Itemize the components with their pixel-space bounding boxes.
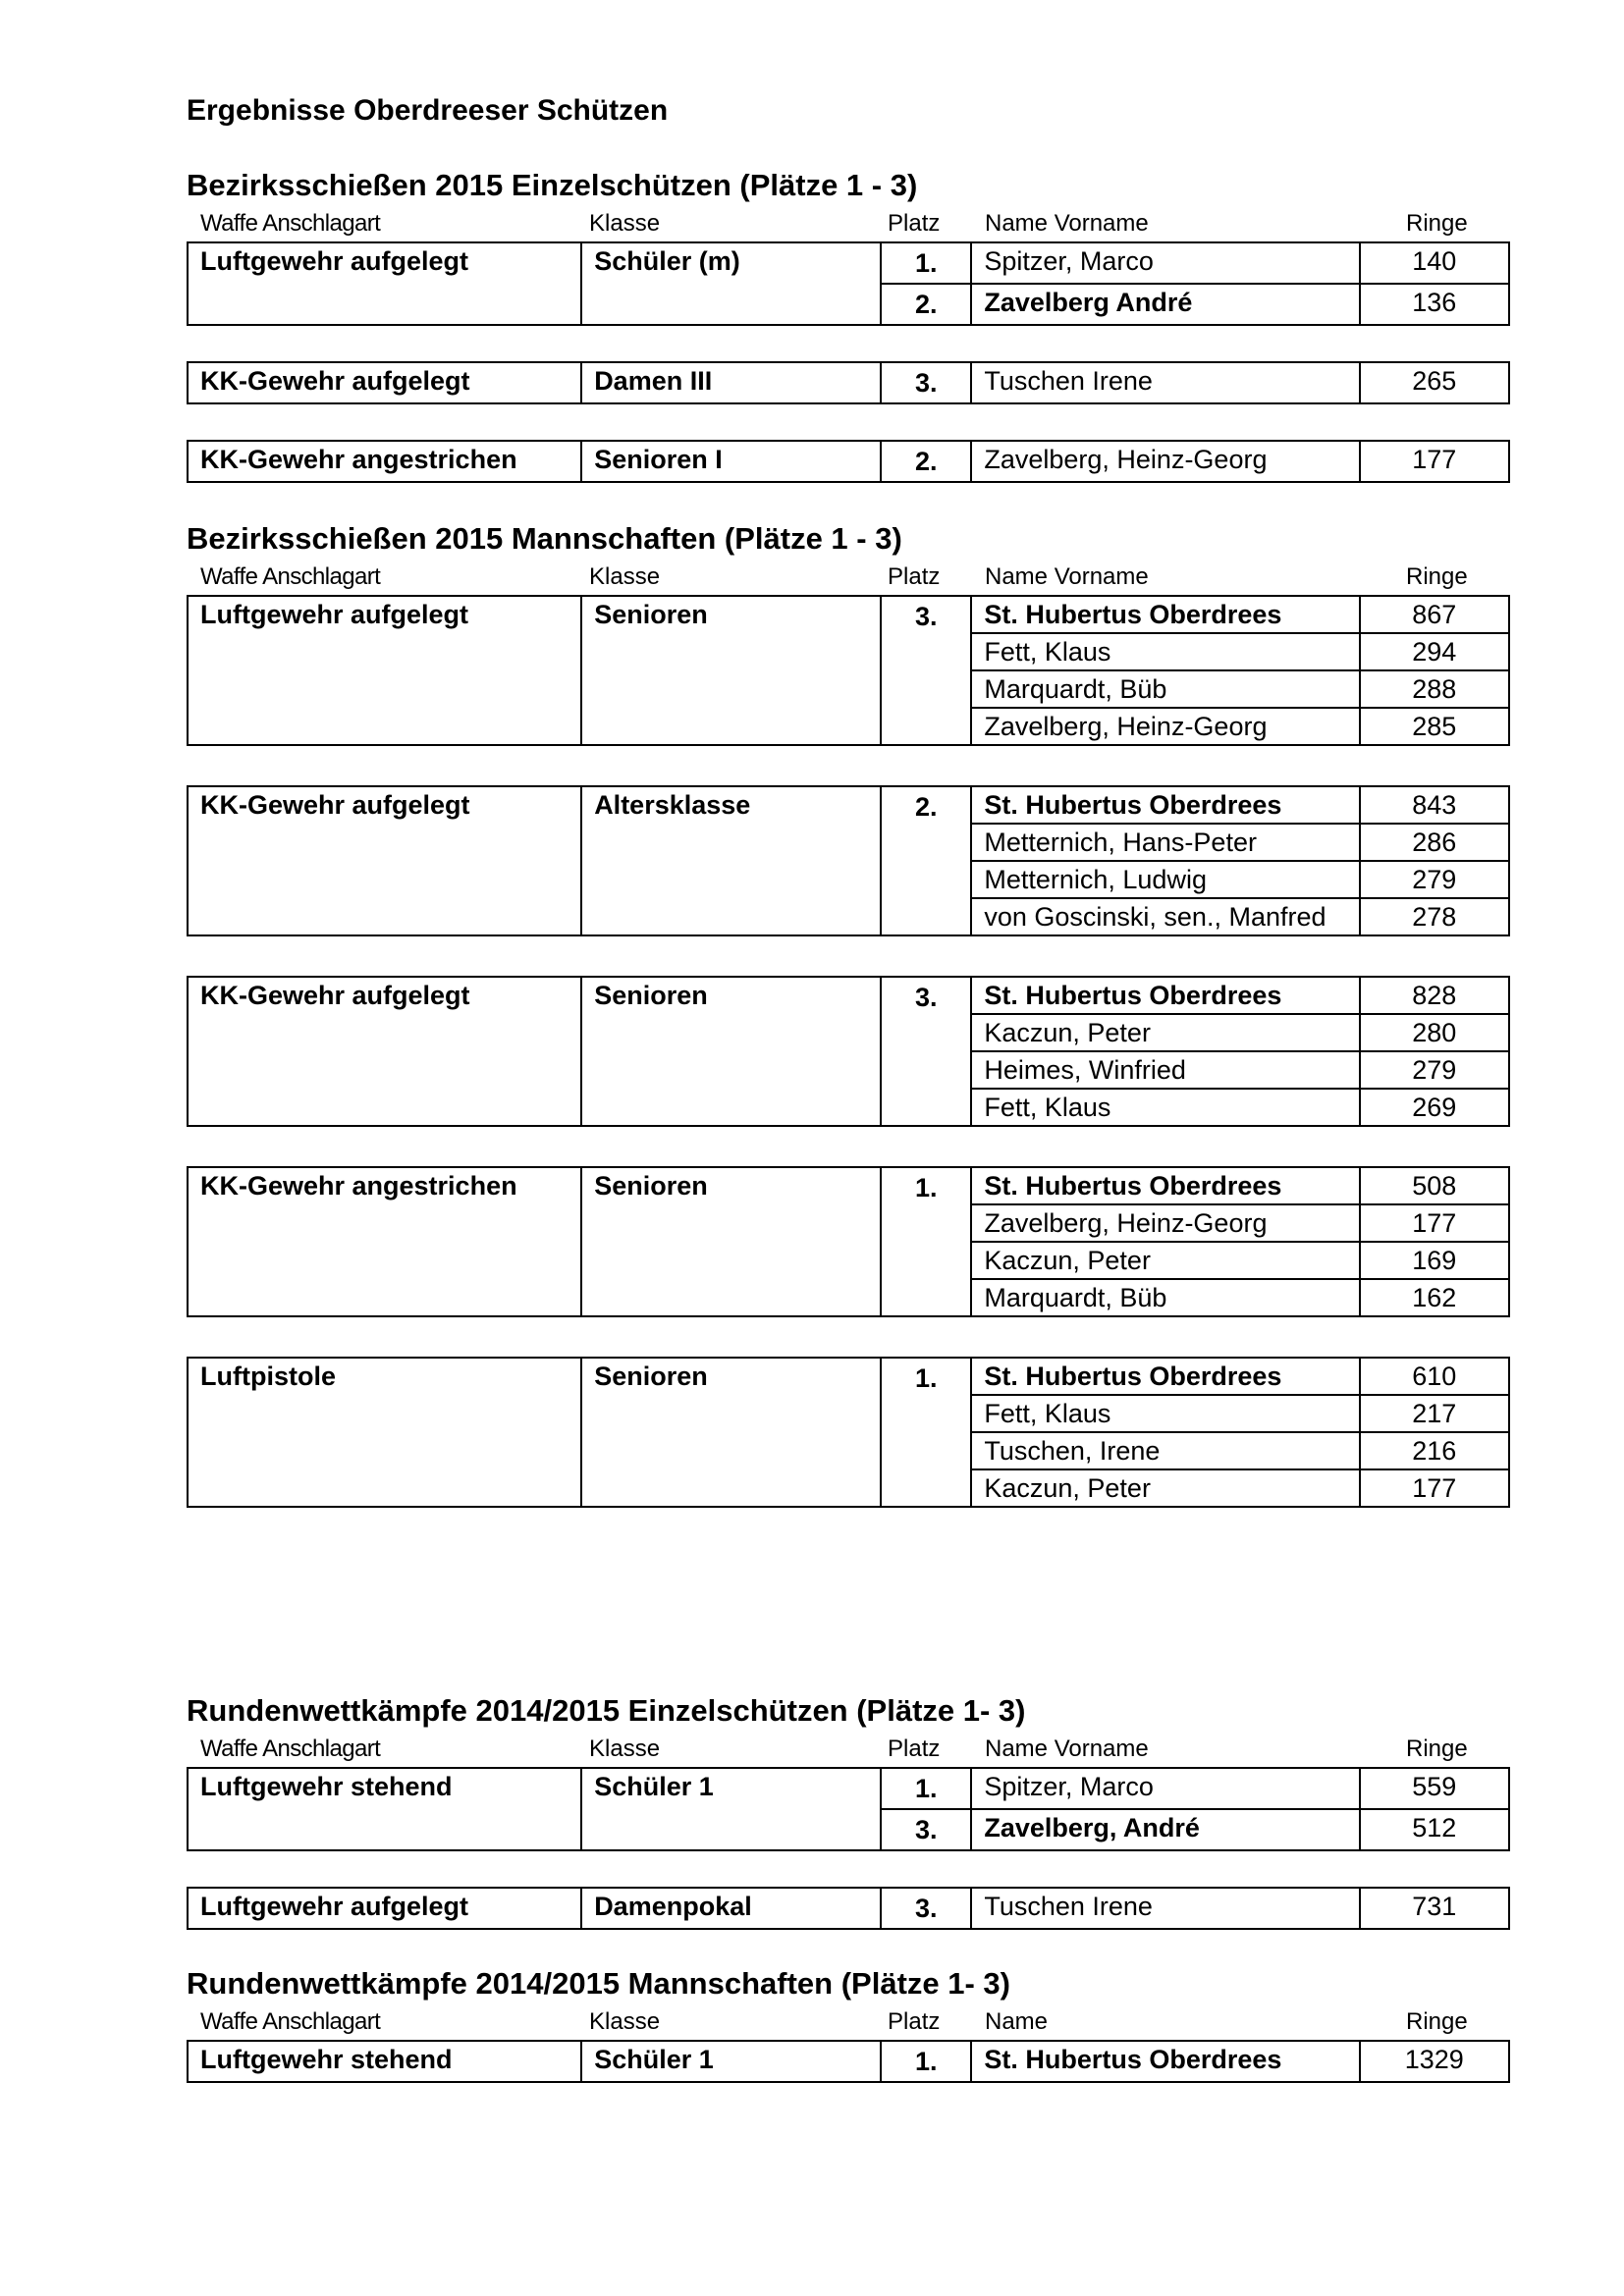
rings-cell: 828	[1360, 977, 1509, 1014]
rings-cell: 288	[1360, 670, 1509, 708]
header-name: Name Vorname	[985, 563, 1149, 590]
rings-cell: 280	[1360, 1014, 1509, 1051]
name-cell: Spitzer, Marco	[971, 1768, 1359, 1809]
results-table	[187, 785, 1510, 936]
place-cell: 2.	[881, 441, 971, 482]
header-platz: Platz	[888, 1735, 941, 1762]
header-waffe: Waffe Anschlagart	[200, 2008, 381, 2035]
header-waffe: Waffe Anschlagart	[200, 1735, 381, 1762]
results-table	[187, 440, 1510, 483]
rings-cell: 278	[1360, 898, 1509, 935]
weapon-cell: KK-Gewehr aufgelegt	[188, 977, 581, 1126]
table-row	[188, 2041, 1509, 2082]
rings-cell: 508	[1360, 1167, 1509, 1204]
place-cell: 1.	[881, 2041, 971, 2082]
class-cell: Senioren	[581, 1358, 881, 1507]
header-waffe: Waffe Anschlagart	[200, 210, 381, 237]
rings-cell: 279	[1360, 861, 1509, 898]
name-cell: St. Hubertus Oberdrees	[971, 596, 1359, 633]
class-cell: Senioren	[581, 1167, 881, 1316]
name-cell: St. Hubertus Oberdrees	[971, 2041, 1359, 2082]
header-name: Name Vorname	[985, 210, 1149, 237]
name-cell: Zavelberg André	[971, 284, 1359, 325]
results-table	[187, 1767, 1510, 1851]
place-cell: 2.	[881, 786, 971, 935]
class-cell: Schüler (m)	[581, 242, 881, 325]
header-ringe: Ringe	[1406, 210, 1468, 237]
place-cell: 2.	[881, 284, 971, 325]
name-cell: Zavelberg, Heinz-Georg	[971, 708, 1359, 745]
class-cell: Senioren	[581, 596, 881, 745]
weapon-cell: Luftgewehr aufgelegt	[188, 242, 581, 325]
column-header	[187, 1732, 1510, 1767]
weapon-cell: KK-Gewehr angestrichen	[188, 1167, 581, 1316]
section-title: Bezirksschießen 2015 Einzelschützen (Plätze 1 - 3)	[187, 168, 918, 202]
weapon-cell: KK-Gewehr angestrichen	[188, 441, 581, 482]
rings-cell: 731	[1360, 1888, 1509, 1929]
rings-cell: 610	[1360, 1358, 1509, 1395]
name-cell: Marquardt, Büb	[971, 670, 1359, 708]
table-row	[188, 1358, 1509, 1395]
place-cell: 1.	[881, 1358, 971, 1507]
name-cell: Tuschen Irene	[971, 1888, 1359, 1929]
name-cell: St. Hubertus Oberdrees	[971, 977, 1359, 1014]
rings-cell: 216	[1360, 1432, 1509, 1469]
results-table	[187, 1166, 1510, 1317]
rings-cell: 1329	[1360, 2041, 1509, 2082]
place-cell: 3.	[881, 1809, 971, 1850]
name-cell: Kaczun, Peter	[971, 1242, 1359, 1279]
results-table	[187, 976, 1510, 1127]
place-cell: 3.	[881, 977, 971, 1126]
header-ringe: Ringe	[1406, 2008, 1468, 2035]
header-klasse: Klasse	[589, 563, 661, 590]
header-klasse: Klasse	[589, 1735, 661, 1762]
rings-cell: 140	[1360, 242, 1509, 284]
rings-cell: 162	[1360, 1279, 1509, 1316]
name-cell: Zavelberg, Heinz-Georg	[971, 441, 1359, 482]
class-cell: Senioren	[581, 977, 881, 1126]
column-header	[187, 2004, 1510, 2040]
weapon-cell: KK-Gewehr aufgelegt	[188, 786, 581, 935]
weapon-cell: Luftgewehr stehend	[188, 2041, 581, 2082]
results-table	[187, 241, 1510, 326]
name-cell: Fett, Klaus	[971, 1395, 1359, 1432]
section-title: Rundenwettkämpfe 2014/2015 Mannschaften (Plätze 1- 3)	[187, 1966, 1010, 2001]
rings-cell: 177	[1360, 1469, 1509, 1507]
name-cell: Kaczun, Peter	[971, 1014, 1359, 1051]
section-runden-einzel	[187, 1690, 1510, 1930]
name-cell: St. Hubertus Oberdrees	[971, 1358, 1359, 1395]
results-table	[187, 1887, 1510, 1930]
name-cell: von Goscinski, sen., Manfred	[971, 898, 1359, 935]
section-bezirk-einzel	[187, 165, 1510, 483]
place-cell: 1.	[881, 1167, 971, 1316]
rings-cell: 169	[1360, 1242, 1509, 1279]
header-ringe: Ringe	[1406, 1735, 1468, 1762]
table-row	[188, 362, 1509, 403]
name-cell: St. Hubertus Oberdrees	[971, 786, 1359, 824]
weapon-cell: Luftgewehr aufgelegt	[188, 596, 581, 745]
rings-cell: 217	[1360, 1395, 1509, 1432]
rings-cell: 177	[1360, 1204, 1509, 1242]
results-table	[187, 361, 1510, 404]
rings-cell: 286	[1360, 824, 1509, 861]
header-ringe: Ringe	[1406, 563, 1468, 590]
rings-cell: 559	[1360, 1768, 1509, 1809]
header-platz: Platz	[888, 2008, 941, 2035]
rings-cell: 265	[1360, 362, 1509, 403]
name-cell: Tuschen, Irene	[971, 1432, 1359, 1469]
name-cell: Spitzer, Marco	[971, 242, 1359, 284]
column-header	[187, 206, 1510, 241]
place-cell: 3.	[881, 1888, 971, 1929]
place-cell: 1.	[881, 242, 971, 284]
weapon-cell: KK-Gewehr aufgelegt	[188, 362, 581, 403]
results-table	[187, 595, 1510, 746]
name-cell: Metternich, Hans-Peter	[971, 824, 1359, 861]
weapon-cell: Luftgewehr stehend	[188, 1768, 581, 1850]
header-platz: Platz	[888, 210, 941, 237]
class-cell: Schüler 1	[581, 2041, 881, 2082]
class-cell: Senioren I	[581, 441, 881, 482]
header-platz: Platz	[888, 563, 941, 590]
table-row	[188, 596, 1509, 633]
table-row	[188, 1888, 1509, 1929]
header-name: Name	[985, 2008, 1049, 2035]
document-title: Ergebnisse Oberdreeser Schützen	[187, 94, 669, 127]
name-cell: Zavelberg, André	[971, 1809, 1359, 1850]
weapon-cell: Luftpistole	[188, 1358, 581, 1507]
place-cell: 1.	[881, 1768, 971, 1809]
column-header	[187, 560, 1510, 595]
name-cell: Metternich, Ludwig	[971, 861, 1359, 898]
header-klasse: Klasse	[589, 210, 661, 237]
class-cell: Schüler 1	[581, 1768, 881, 1850]
rings-cell: 512	[1360, 1809, 1509, 1850]
rings-cell: 279	[1360, 1051, 1509, 1089]
table-row	[188, 786, 1509, 824]
section-title: Bezirksschießen 2015 Mannschaften (Plätze 1 - 3)	[187, 521, 902, 556]
table-row	[188, 441, 1509, 482]
section-runden-mannschaften	[187, 1963, 1510, 2083]
table-row	[188, 977, 1509, 1014]
results-table	[187, 1357, 1510, 1508]
rings-cell: 136	[1360, 284, 1509, 325]
class-cell: Damenpokal	[581, 1888, 881, 1929]
class-cell: Damen III	[581, 362, 881, 403]
header-name: Name Vorname	[985, 1735, 1149, 1762]
rings-cell: 294	[1360, 633, 1509, 670]
name-cell: Fett, Klaus	[971, 633, 1359, 670]
rings-cell: 867	[1360, 596, 1509, 633]
table-row	[188, 242, 1509, 284]
weapon-cell: Luftgewehr aufgelegt	[188, 1888, 581, 1929]
results-table	[187, 2040, 1510, 2083]
name-cell: Marquardt, Büb	[971, 1279, 1359, 1316]
rings-cell: 285	[1360, 708, 1509, 745]
class-cell: Altersklasse	[581, 786, 881, 935]
name-cell: Zavelberg, Heinz-Georg	[971, 1204, 1359, 1242]
name-cell: Kaczun, Peter	[971, 1469, 1359, 1507]
name-cell: Tuschen Irene	[971, 362, 1359, 403]
rings-cell: 177	[1360, 441, 1509, 482]
section-title: Rundenwettkämpfe 2014/2015 Einzelschützen (Plätze 1- 3)	[187, 1693, 1026, 1728]
header-waffe: Waffe Anschlagart	[200, 563, 381, 590]
place-cell: 3.	[881, 596, 971, 745]
table-row	[188, 1167, 1509, 1204]
section-bezirk-mannschaften	[187, 518, 1510, 1508]
name-cell: St. Hubertus Oberdrees	[971, 1167, 1359, 1204]
header-klasse: Klasse	[589, 2008, 661, 2035]
place-cell: 3.	[881, 362, 971, 403]
rings-cell: 269	[1360, 1089, 1509, 1126]
name-cell: Heimes, Winfried	[971, 1051, 1359, 1089]
rings-cell: 843	[1360, 786, 1509, 824]
name-cell: Fett, Klaus	[971, 1089, 1359, 1126]
table-row	[188, 1768, 1509, 1809]
